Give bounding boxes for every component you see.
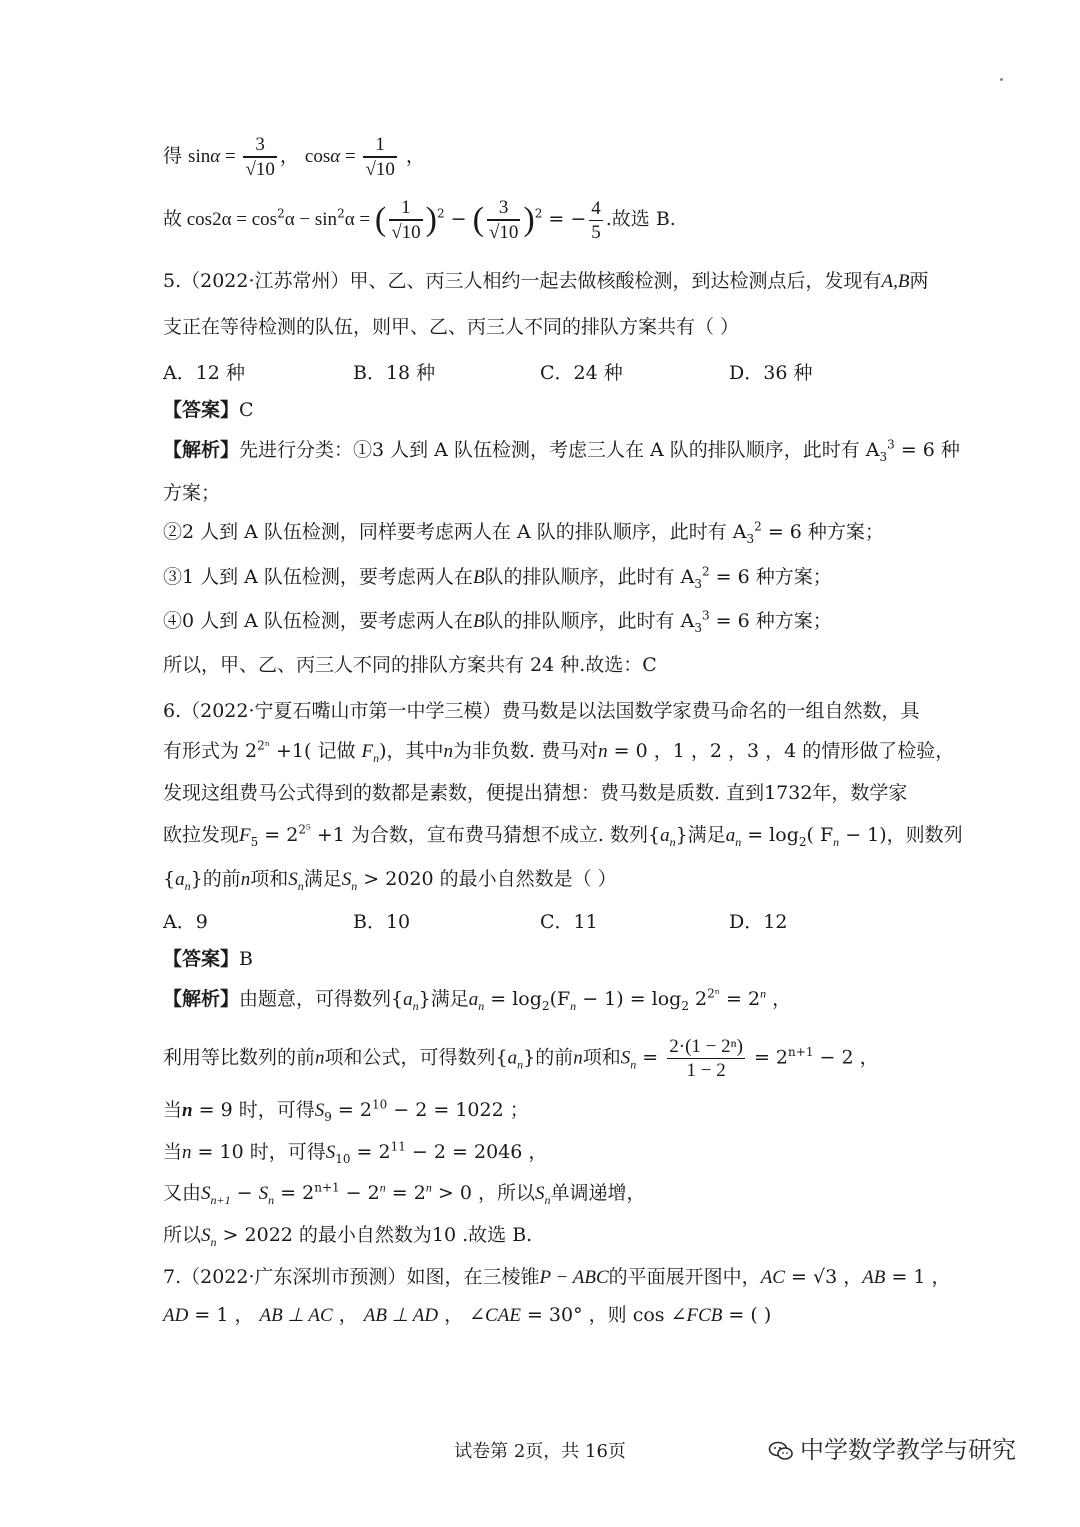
q6-analysis-line4: 当n = 10 时，可得$S_{10} = 2^{11} - 2 = 2046$ ，: [163, 1139, 548, 1166]
q6-option-b[interactable]: B．10: [353, 911, 411, 933]
watermark-text: 中学数学教学与研究: [800, 1436, 1016, 1464]
q6-analysis-line6: 所以$S_n > 2022$ 的最小自然数为10 .故选 B.: [163, 1224, 533, 1249]
q6-stem-line2: 有形式为 $2^{2^n} +1$( 记做 $F_n$)，其中n为非负数. 费马对n = 0 ，1 ，2 ，3 ，4 的情形做了检验，: [163, 738, 955, 765]
q5-analysis-line4: ③1 人到 A 队伍检测，要考虑两人在B队的排队顺序，此时有 $A_3^2 = 6$ 种方案；: [163, 564, 832, 591]
q5-option-c[interactable]: C．24 种: [540, 362, 623, 384]
q6-stem-line3: 发现这组费马公式得到的数都是素数，便提出猜想：费马数是质数. 直到1732年，数学家: [163, 782, 908, 804]
q5-analysis-line6: 所以，甲、乙、丙三人不同的排队方案共有 24 种.故选：C: [163, 654, 657, 676]
q6-analysis-line1: 【解析】由题意，可得数列$\{a_n\}$满足$a_n = \log_2(F_n - 1) = \log_2 2^{2^n} = 2^n$ ，: [163, 986, 792, 1013]
watermark: [768, 1430, 1016, 1465]
fraction: $\frac{1}{√10}$: [391, 197, 421, 243]
q5-analysis-line3: ②2 人到 A 队伍检测，同样要考虑两人在 A 队的排队顺序，此时有 $A_3^2 = 6$ 种方案；: [163, 519, 884, 546]
scan-dot: [1000, 78, 1003, 81]
q5-analysis-line1: 【解析】先进行分类：①3 人到 A 队伍检测，考虑三人在 A 队的排队顺序，此时有 $A_3^3 = 6$ 种: [163, 437, 960, 464]
q6-stem-line1: 6.（2022·宁夏石嘴山市第一中学三模）费马数是以法国数学家费马命名的一组自然数，具: [163, 700, 920, 722]
q5-analysis-line2: 方案；: [163, 482, 221, 504]
q6-analysis-line2: 利用等比数列的前n项和公式，可得数列$\{a_n\}$的前n项和$S_n$ = $\frac{\text{2·(1 − 2ⁿ)}}{1 - 2}$ = $2^{n+1} - 2$ ，: [163, 1036, 879, 1081]
q5-option-b[interactable]: B．18 种: [353, 362, 436, 384]
q7-stem-line1: 7.（2022·广东深圳市预测）如图，在三棱锥P − ABC的平面展开图中，AC = √3 ，AB = 1 ，: [163, 1266, 951, 1288]
q6-stem-line4: 欧拉发现$F_5 = 2^{2^5} +1$ 为合数，宣布费马猜想不成立. 数列$\{a_n\}$满足$a_n = \log_2$( $F_n - 1$)，则数列: [163, 822, 963, 849]
fraction: $\frac{3}{√10}$: [488, 197, 519, 243]
fraction: $\frac{1}{√10}$: [365, 134, 395, 180]
q6-analysis-line3: 当n = 9 时，可得$S_9 = 2^{10} - 2 = 1022$ ；: [163, 1097, 529, 1124]
q6-option-c[interactable]: C．11: [540, 911, 598, 933]
wechat-icon: [768, 1441, 794, 1461]
q5-options: [163, 364, 963, 386]
q7-stem-line2: AD = 1 ， AB ⊥ AC ， AB ⊥ AD ， ∠CAE = 30° ，则 cos ∠FCB = ( ): [163, 1304, 772, 1326]
q5-analysis-line5: ④0 人到 A 队伍检测，要考虑两人在B队的排队顺序，此时有 $A_3^3 = 6$ 种方案；: [163, 608, 832, 635]
q5-answer: 【答案】C: [163, 399, 254, 421]
q6-option-a[interactable]: A．9: [163, 911, 208, 933]
page-footer: 试卷第 2页，共 16页: [454, 1441, 626, 1462]
q6-stem-line5: $\{a_n\}$的前n项和$S_n$满足$S_n > 2020$ 的最小自然数是（ ）: [163, 868, 617, 893]
fraction: $\frac{3}{√10}$: [245, 134, 275, 180]
fraction: $\frac{4}{5}$: [591, 197, 601, 243]
q6-option-d[interactable]: D．12: [729, 911, 788, 933]
q5-stem-line1: 5.（2022·江苏常州）甲、乙、丙三人相约一起去做核酸检测，到达检测点后，发现有A,B两: [163, 270, 929, 292]
solution-line-cos2a: 故 $\cos 2\alpha = \cos^2\alpha - \sin^2\alpha$ = ( $\frac{1}{√10}$ )$^2$ − ( $\frac{3}{√10}$ )$^2$ = − $\frac{4}{5}$ .故选 B.: [163, 197, 676, 243]
q5-option-a[interactable]: A．12 种: [163, 362, 245, 384]
q6-options: [163, 913, 963, 935]
q5-stem-line2: 支正在等待检测的队伍，则甲、乙、丙三人不同的排队方案共有（ ）: [163, 316, 740, 338]
q6-analysis-line5: 又由$S_{n+1} - S_n = 2^{n+1} - 2^n = 2^n > 0$ ，所以$S_n$单调递增，: [163, 1180, 646, 1207]
q6-answer: 【答案】B: [163, 948, 253, 970]
q5-option-d[interactable]: D．36 种: [729, 362, 813, 384]
fraction: $\frac{\text{2·(1 − 2ⁿ)}}{1 - 2}$: [669, 1036, 743, 1081]
solution-line-sin-cos: 得 sinα = $\frac{3}{√10}$ ， cosα = $\frac{1}{√10}$ ，: [163, 134, 425, 180]
